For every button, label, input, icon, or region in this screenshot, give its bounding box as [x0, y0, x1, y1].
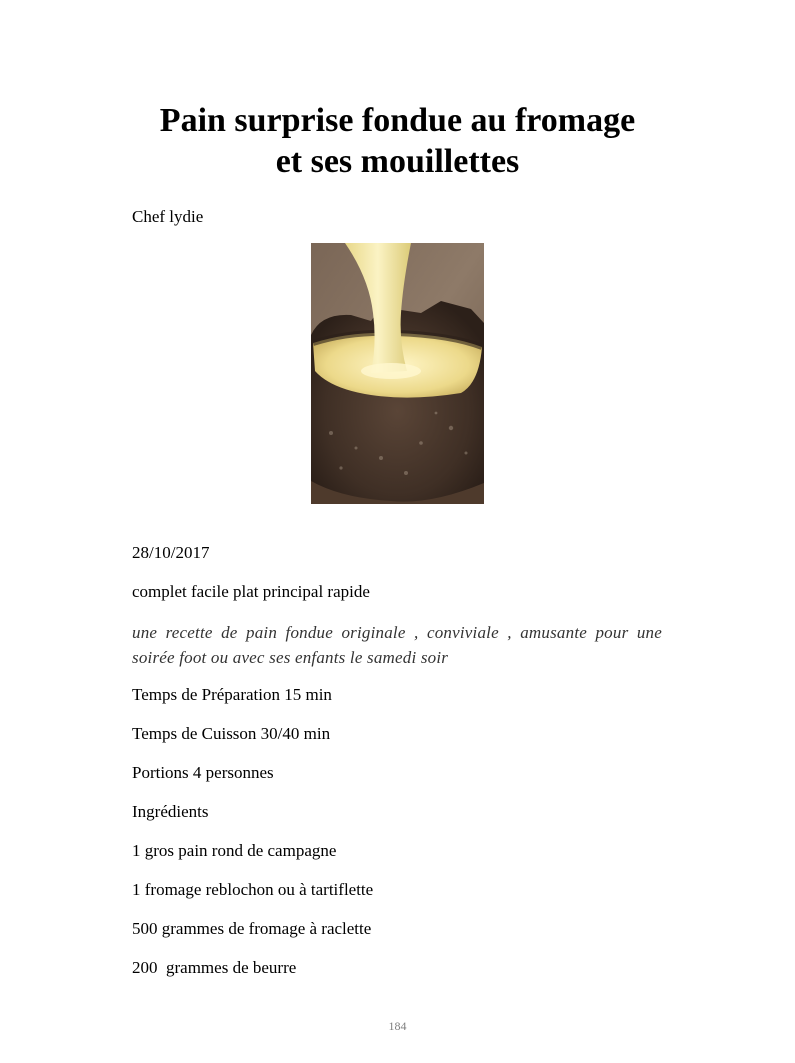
- ingredient-item: 500 grammes de fromage à raclette: [132, 919, 372, 938]
- recipe-title-line-1: Pain surprise fondue au fromage: [159, 102, 636, 139]
- ingredient-item: 1 gros pain rond de campagne: [132, 841, 337, 860]
- portions: Portions 4 personnes: [132, 763, 274, 782]
- cook-time: Temps de Cuisson 30/40 min: [132, 724, 331, 743]
- ingredients-heading: Ingrédients: [132, 802, 209, 821]
- recipe-description: une recette de pain fondue originale , conviviale , amusante pour une soirée foot ou avec ses enfants le samedi soir: [132, 623, 662, 667]
- prep-time: Temps de Préparation 15 min: [132, 685, 332, 704]
- recipe-title-line-2: et ses mouillettes: [275, 143, 520, 180]
- recipe-date: 28/10/2017: [132, 543, 210, 562]
- page-number: 184: [388, 1019, 407, 1033]
- recipe-tags: complet facile plat principal rapide: [132, 582, 370, 601]
- recipe-photo: [311, 243, 484, 504]
- ingredient-item: 200 grammes de beurre: [132, 958, 297, 977]
- fondue-bread-illustration: [311, 243, 484, 504]
- recipe-title: [0, 100, 795, 182]
- recipe-author: Chef lydie: [132, 207, 204, 226]
- ingredient-item: 1 fromage reblochon ou à tartiflette: [132, 880, 374, 899]
